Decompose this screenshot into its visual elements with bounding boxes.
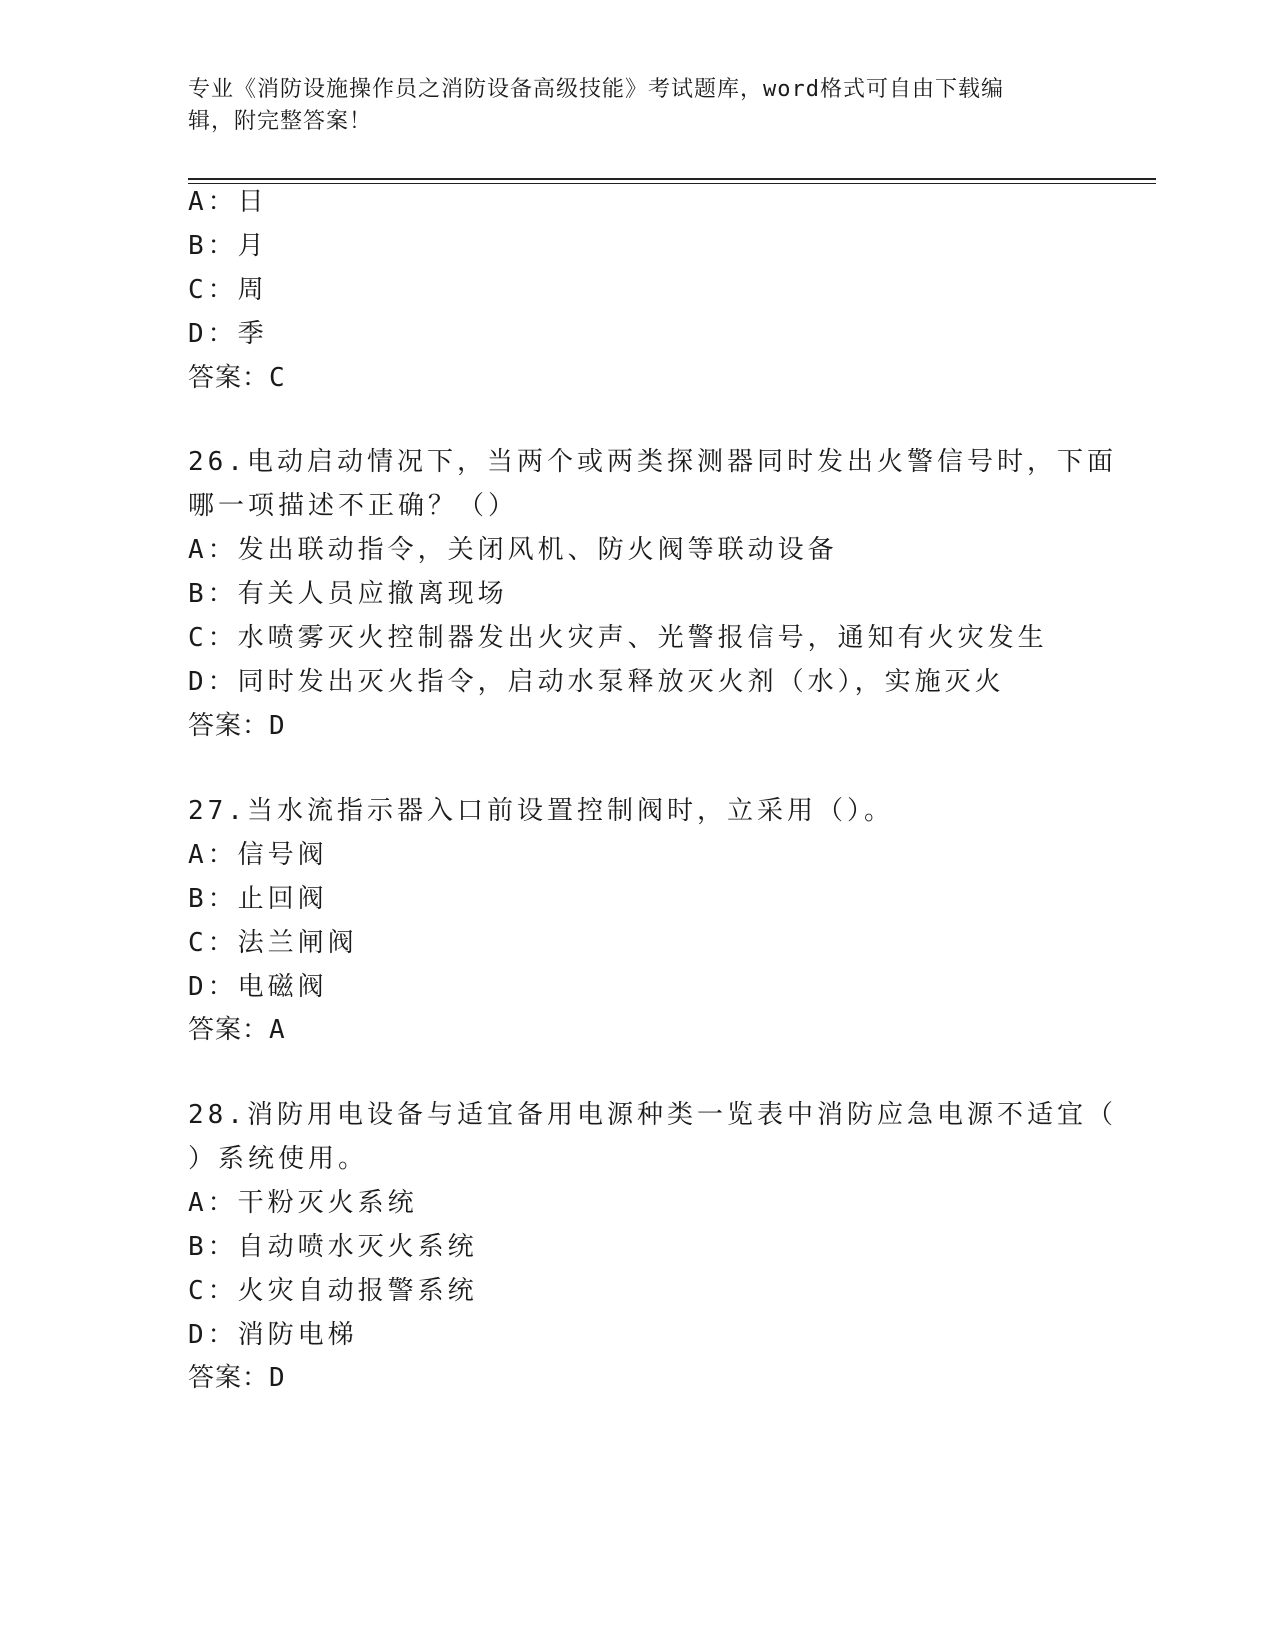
- option-c: C：周: [188, 275, 268, 305]
- question-27-option-c: C：法兰闸阀: [188, 928, 358, 958]
- question-27-text-line-1: 27.当水流指示器入口前设置控制阀时，立采用（）。: [188, 796, 894, 826]
- question-26-answer: 答案：D: [188, 711, 286, 741]
- question-28-option-c: C：火灾自动报警系统: [188, 1276, 478, 1306]
- option-b: B：月: [188, 231, 268, 261]
- question-28-text-line-1: 28.消防用电设备与适宜备用电源种类一览表中消防应急电源不适宜（: [188, 1100, 1117, 1130]
- question-26-option-d: D：同时发出灭火指令，启动水泵释放灭火剂（水），实施灭火: [188, 667, 1005, 697]
- question-26-text-line-2: 哪一项描述不正确？（）: [188, 491, 519, 521]
- question-28-text-line-2: ）系统使用。: [188, 1144, 369, 1174]
- question-27-option-a: A：信号阀: [188, 840, 328, 870]
- option-a: A：日: [188, 187, 268, 217]
- question-28-option-d: D：消防电梯: [188, 1320, 358, 1350]
- question-26-option-b: B：有关人员应撤离现场: [188, 579, 508, 609]
- option-d: D：季: [188, 319, 268, 349]
- question-27-answer: 答案：A: [188, 1015, 286, 1045]
- question-26-option-a: A：发出联动指令，关闭风机、防火阀等联动设备: [188, 535, 838, 565]
- header-line-1: 专业《消防设施操作员之消防设备高级技能》考试题库，word格式可自由下载编: [188, 77, 1004, 102]
- question-26-option-c: C：水喷雾灭火控制器发出火灾声、光警报信号，通知有火灾发生: [188, 623, 1048, 653]
- question-28-option-b: B：自动喷水灭火系统: [188, 1232, 478, 1262]
- header-line-2: 辑，附完整答案！: [188, 109, 373, 134]
- question-28-answer: 答案：D: [188, 1363, 286, 1393]
- question-28-option-a: A：干粉灭火系统: [188, 1188, 418, 1218]
- answer-line: 答案：C: [188, 363, 286, 393]
- header-divider: [188, 178, 1156, 180]
- document-header: [188, 74, 1068, 138]
- question-27-option-b: B：止回阀: [188, 884, 328, 914]
- question-27-option-d: D：电磁阀: [188, 972, 328, 1002]
- header-divider-thin: [188, 183, 1156, 184]
- question-26-text-line-1: 26.电动启动情况下，当两个或两类探测器同时发出火警信号时，下面: [188, 447, 1117, 477]
